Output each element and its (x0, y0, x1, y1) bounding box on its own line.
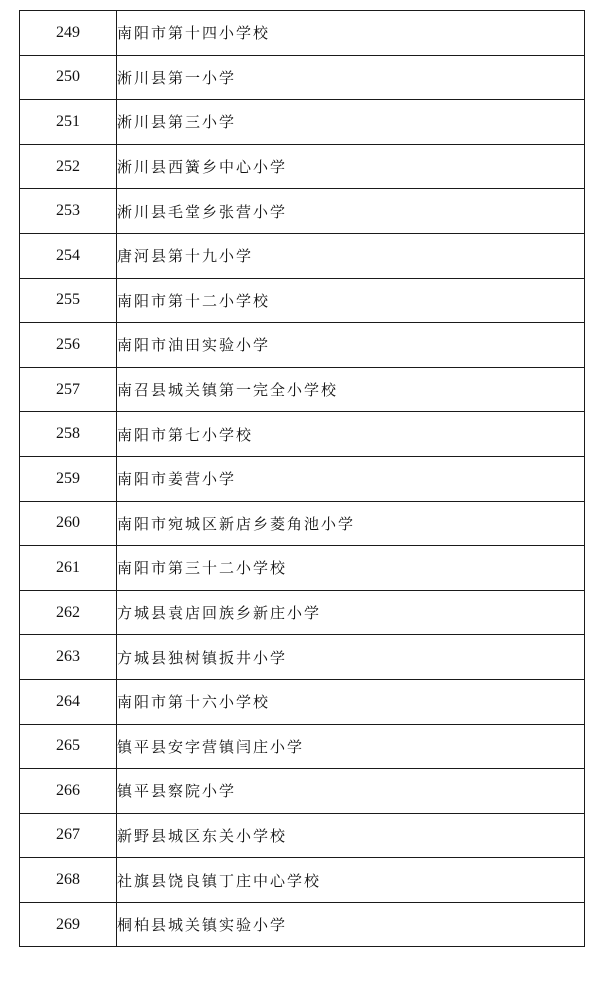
school-name-cell: 方城县独树镇扳井小学 (117, 635, 585, 680)
school-list-table (19, 10, 585, 947)
school-name-cell: 南阳市第十二小学校 (117, 278, 585, 323)
row-number-cell: 253 (20, 189, 117, 234)
school-name-cell: 南阳市宛城区新店乡菱角池小学 (117, 501, 585, 546)
row-number-cell: 254 (20, 233, 117, 278)
school-name-cell: 南阳市第三十二小学校 (117, 546, 585, 591)
row-number-cell: 268 (20, 858, 117, 903)
row-number-cell: 263 (20, 635, 117, 680)
table-row (20, 233, 585, 278)
school-name-cell: 南阳市姜营小学 (117, 456, 585, 501)
row-number-cell: 267 (20, 813, 117, 858)
table-row (20, 456, 585, 501)
school-name-cell: 桐柏县城关镇实验小学 (117, 902, 585, 947)
row-number-cell: 256 (20, 323, 117, 368)
row-number-cell: 250 (20, 55, 117, 100)
school-name-cell: 南阳市第七小学校 (117, 412, 585, 457)
table-row (20, 189, 585, 234)
table-row (20, 679, 585, 724)
row-number-cell: 252 (20, 144, 117, 189)
school-name-cell: 镇平县察院小学 (117, 769, 585, 814)
table-row (20, 11, 585, 56)
row-number-cell: 269 (20, 902, 117, 947)
school-name-cell: 南阳市第十六小学校 (117, 679, 585, 724)
row-number-cell: 260 (20, 501, 117, 546)
school-name-cell: 南召县城关镇第一完全小学校 (117, 367, 585, 412)
table-row (20, 412, 585, 457)
school-name-cell: 淅川县第一小学 (117, 55, 585, 100)
table-row (20, 323, 585, 368)
row-number-cell: 258 (20, 412, 117, 457)
row-number-cell: 266 (20, 769, 117, 814)
row-number-cell: 257 (20, 367, 117, 412)
row-number-cell: 259 (20, 456, 117, 501)
table-row (20, 144, 585, 189)
row-number-cell: 261 (20, 546, 117, 591)
table-row (20, 546, 585, 591)
school-name-cell: 淅川县第三小学 (117, 100, 585, 145)
table-row (20, 55, 585, 100)
row-number-cell: 265 (20, 724, 117, 769)
school-name-cell: 新野县城区东关小学校 (117, 813, 585, 858)
school-name-cell: 方城县袁店回族乡新庄小学 (117, 590, 585, 635)
row-number-cell: 251 (20, 100, 117, 145)
school-name-cell: 淅川县毛堂乡张营小学 (117, 189, 585, 234)
row-number-cell: 264 (20, 679, 117, 724)
table-row (20, 590, 585, 635)
school-list-body (20, 11, 585, 947)
school-name-cell: 南阳市油田实验小学 (117, 323, 585, 368)
table-row (20, 813, 585, 858)
table-row (20, 769, 585, 814)
school-name-cell: 唐河县第十九小学 (117, 233, 585, 278)
row-number-cell: 249 (20, 11, 117, 56)
school-name-cell: 镇平县安字营镇闫庄小学 (117, 724, 585, 769)
table-row (20, 278, 585, 323)
table-row (20, 501, 585, 546)
row-number-cell: 255 (20, 278, 117, 323)
table-row (20, 367, 585, 412)
row-number-cell: 262 (20, 590, 117, 635)
table-row (20, 635, 585, 680)
school-name-cell: 社旗县饶良镇丁庄中心学校 (117, 858, 585, 903)
school-name-cell: 淅川县西簧乡中心小学 (117, 144, 585, 189)
table-row (20, 902, 585, 947)
table-row (20, 100, 585, 145)
table-row (20, 724, 585, 769)
table-row (20, 858, 585, 903)
school-name-cell: 南阳市第十四小学校 (117, 11, 585, 56)
